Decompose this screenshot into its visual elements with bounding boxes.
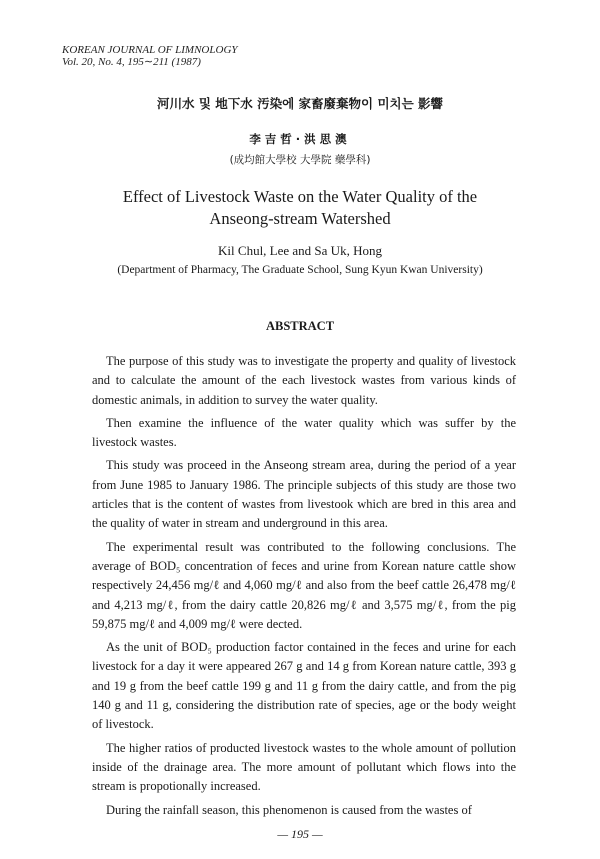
english-affiliation: (Department of Pharmacy, The Graduate School, Sung Kyun Kwan University) <box>117 264 483 276</box>
abstract-paragraph: The purpose of this study was to investigate the property and quality of livestock and to calculate the amount of the each livestock wastes from various kinds of domestic animals, in addition to survey the water quality. <box>92 354 516 407</box>
journal-issue: Vol. 20, No. 4, 195∼211 (1987) <box>62 56 201 68</box>
abstract-paragraph: During the rainfall season, this phenomenon is caused from the wastes of <box>106 802 472 817</box>
abstract-body <box>92 352 516 824</box>
korean-affiliation: (成均館大學校 大學院 藥學科) <box>229 154 371 166</box>
abstract-paragraph: Then examine the influence of the water quality which was suffer by the livestock wastes. <box>92 415 516 450</box>
abstract-heading: ABSTRACT <box>265 319 335 333</box>
english-title <box>0 186 600 230</box>
english-authors: Kil Chul, Lee and Sa Uk, Hong <box>218 243 382 258</box>
english-title-line-1: Effect of Livestock Waste on the Water Quality of the <box>122 187 478 206</box>
abstract-paragraph: The experimental result was contributed to the following conclusions. The average of BOD₅ concentration of feces and urine from Korean nature cattle show respectively 24,456 mg/ℓ and 4,060 mg/ℓ and also from the beef cattle 26,478 mg/ℓ and 4,213 mg/ℓ, from the dairy cattle 20,826 mg/ℓ and 3,575 mg/ℓ, from the pig 59,875 mg/ℓ and 4,009 mg/ℓ were dected. <box>92 539 516 631</box>
korean-title: 河川水 및 地下水 汚染에 家畜廢棄物이 미치는 影響 <box>156 96 444 111</box>
journal-header <box>62 44 238 68</box>
abstract-paragraph: As the unit of BOD₅ production factor contained in the feces and urine for each livestock for a day it were appeared 267 g and 14 g from Korean nature cattle, 393 g and 19 g from the beef cattle 199 g and 11 g from the dairy cattle, and from the pig 140 g and 11 g, considering the distribution rate of species, age or the body weight of livestock. <box>92 640 516 732</box>
english-title-line-2: Anseong-stream Watershed <box>209 209 391 228</box>
abstract-paragraph: This study was proceed in the Anseong stream area, during the period of a year from June 1985 to January 1986. The principle subjects of this study are those two articles that is the content of wastes from livestook which are bred in this area and the quality of water in stream and underground in this area. <box>92 458 516 531</box>
korean-authors: 李吉哲·洪思澳 <box>249 132 351 146</box>
abstract-paragraph: The higher ratios of producted livestock wastes to the whole amount of pollution inside of the drainage area. The more amount of pollutant which flows into the stream is propotionally increased. <box>92 740 516 794</box>
journal-name: KOREAN JOURNAL OF LIMNOLOGY <box>62 44 238 56</box>
page-number: — 195 — <box>277 827 323 841</box>
